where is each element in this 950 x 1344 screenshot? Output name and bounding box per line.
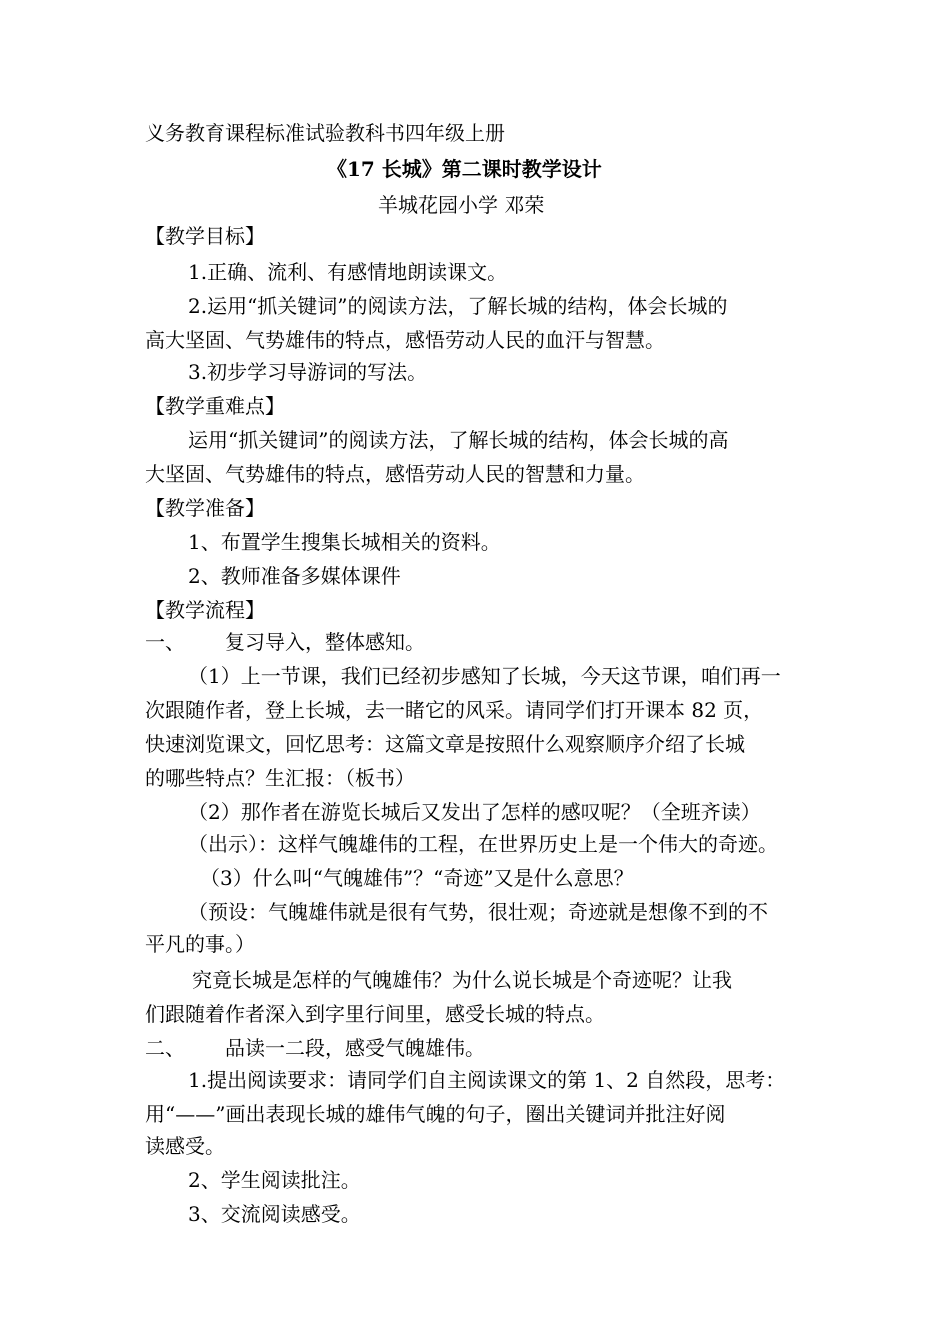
s1-p2: （2）那作者在游览长城后又发出了怎样的感叹呢？（全班齐读） — [188, 800, 761, 824]
s2-p1-line-2: 用“——”画出表现长城的雄伟气魄的句子，圈出关键词并批注好阅 — [145, 1102, 726, 1126]
section-2-number: 二、 — [145, 1036, 185, 1060]
goal-item-3: 3.初步学习导游词的写法。 — [188, 360, 428, 384]
goal-item-1: 1.正确、流利、有感情地朗读课文。 — [188, 260, 508, 284]
flow-heading: 【教学流程】 — [145, 598, 265, 622]
s1-p5-line-1: （预设：气魄雄伟就是很有气势，很壮观；奇迹就是想像不到的不 — [188, 900, 768, 924]
prep-heading: 【教学准备】 — [145, 496, 265, 520]
goal-item-2-line-1: 2.运用“抓关键词”的阅读方法，了解长城的结构，体会长城的 — [188, 294, 728, 318]
goal-item-2-line-2: 高大坚固、气势雄伟的特点，感悟劳动人民的血汗与智慧。 — [145, 328, 665, 352]
s1-p1-line-3: 快速浏览课文，回忆思考：这篇文章是按照什么观察顺序介绍了长城 — [145, 732, 745, 756]
keypoints-heading: 【教学重难点】 — [145, 394, 285, 418]
section-1-title: 复习导入，整体感知。 — [225, 630, 425, 654]
s2-p1-line-1: 1.提出阅读要求：请同学们自主阅读课文的第 1、2 自然段，思考： — [188, 1068, 786, 1092]
keypoints-line-1: 运用“抓关键词”的阅读方法，了解长城的结构，体会长城的高 — [188, 428, 729, 452]
s1-p6-line-1: 究竟长城是怎样的气魄雄伟？为什么说长城是个奇迹呢？让我 — [192, 968, 732, 992]
s1-p1-line-2: 次跟随作者，登上长城，去一睹它的风采。请同学们打开课本 82 页， — [145, 698, 764, 722]
section-1-heading — [145, 626, 425, 658]
section-2-title: 品读一二段，感受气魄雄伟。 — [225, 1036, 485, 1060]
s1-p1-line-1: （1）上一节课，我们已经初步感知了长城，今天这节课，咱们再一 — [188, 664, 781, 688]
s2-p3: 3、交流阅读感受。 — [188, 1202, 361, 1226]
s2-p2: 2、学生阅读批注。 — [188, 1168, 361, 1192]
s2-p1-line-3: 读感受。 — [145, 1134, 225, 1158]
prep-item-2: 2、教师准备多媒体课件 — [188, 564, 401, 588]
goals-heading: 【教学目标】 — [145, 224, 265, 248]
keypoints-line-2: 大坚固、气势雄伟的特点，感悟劳动人民的智慧和力量。 — [145, 462, 645, 486]
series-line: 义务教育课程标准试验教科书四年级上册 — [145, 121, 505, 145]
prep-item-1: 1、布置学生搜集长城相关的资料。 — [188, 530, 501, 554]
section-1-number: 一、 — [145, 630, 185, 654]
s1-p1-line-4: 的哪些特点？生汇报：（板书） — [145, 766, 415, 790]
author-line: 羊城花园小学 邓荣 — [378, 193, 545, 217]
s1-p5-line-2: 平凡的事。） — [145, 932, 255, 956]
s1-p3: （出示）：这样气魄雄伟的工程，在世界历史上是一个伟大的奇迹。 — [188, 832, 778, 856]
section-2-heading — [145, 1032, 485, 1064]
document-title: 《17 长城》第二课时教学设计 — [327, 157, 602, 181]
s1-p6-line-2: 们跟随着作者深入到字里行间里，感受长城的特点。 — [145, 1002, 605, 1026]
s1-p4: （3）什么叫“气魄雄伟”？“奇迹”又是什么意思？ — [200, 866, 634, 890]
